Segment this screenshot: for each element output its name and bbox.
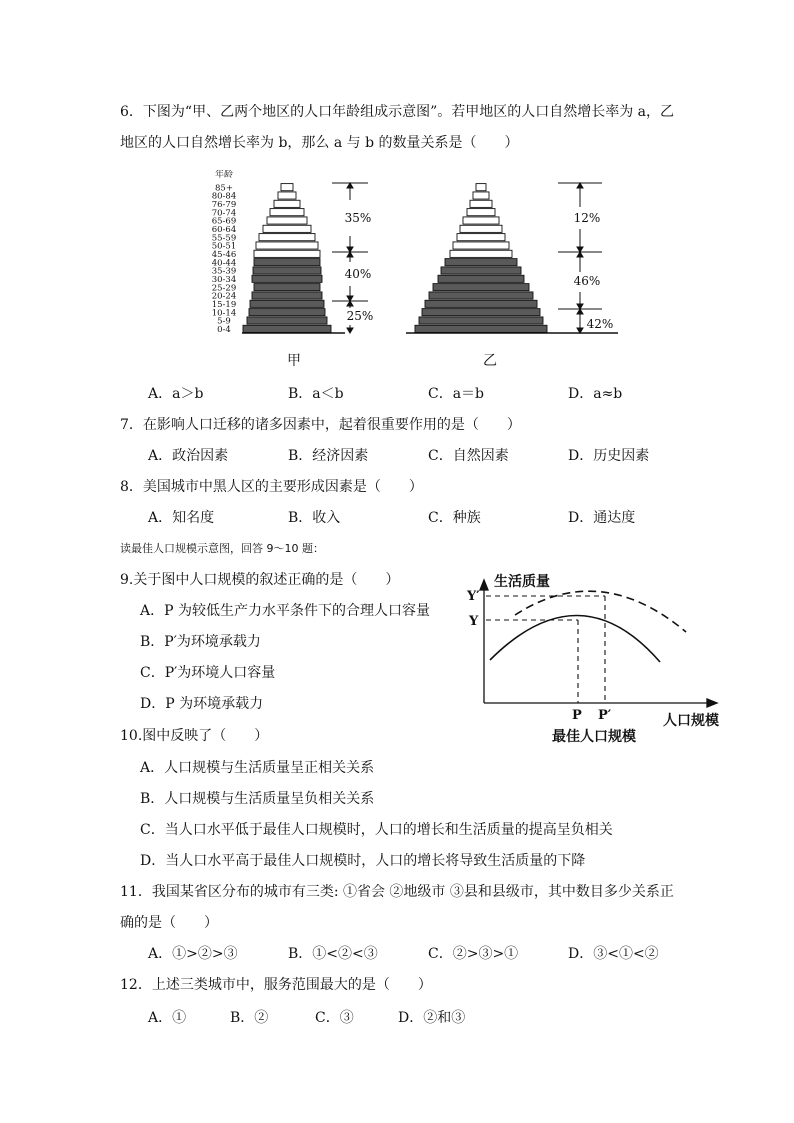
q7-option-d[interactable]: D．历史因素 [568,448,650,464]
age-label: 76-79 [211,200,237,210]
jia-age-bar [252,275,322,282]
age-label: 55-59 [211,233,237,244]
jia-age-bar [254,284,320,291]
jia-age-bar [270,209,304,216]
jia-pct-bot: 25% [346,309,374,323]
graph-caption: 最佳人口规模 [552,729,636,745]
q12-options [0,1008,794,1028]
age-label: 50-51 [211,241,237,252]
age-label: 45-46 [211,250,237,260]
q10-stem: 10.图中反映了（ ） [120,728,269,744]
q8-option-a[interactable]: A．知名度 [148,510,215,526]
q6-options [0,384,794,404]
yi-age-bar [476,184,486,191]
age-label: 15-19 [211,300,237,310]
q8-option-d[interactable]: D．通达度 [568,510,636,526]
yi-age-bar [438,275,524,282]
age-label: 0-4 [217,325,231,335]
age-label: 35-39 [211,266,237,277]
optimal-population-graph [460,565,740,750]
q8-options [0,508,794,528]
q6-option-d[interactable]: D．a≈b [568,386,623,402]
yi-age-bar [460,225,502,232]
yi-age-bar [463,217,499,224]
yi-caption: 乙 [483,353,497,369]
q11-stem-line2: 确的是（ ） [120,915,218,931]
age-label: 65-69 [211,216,237,227]
jia-age-bar [254,250,320,257]
q9-option-a[interactable]: A．P 为较低生产力水平条件下的合理人口容量 [140,603,430,619]
q10-option-b[interactable]: B．人口规模与生活质量呈负相关关系 [140,791,375,807]
q9-option-b[interactable]: B．P′为环境承载力 [140,634,261,650]
jia-age-bar [254,259,320,266]
q11-options [0,944,794,964]
jia-age-bar [252,292,322,299]
jia-age-bar [247,317,327,324]
q7-option-c[interactable]: C．自然因素 [428,448,509,464]
yi-age-bar [453,242,509,249]
age-label: 70-74 [211,208,237,219]
q8-option-c[interactable]: C．种族 [428,510,481,526]
q10-option-a[interactable]: A．人口规模与生活质量呈正相关关系 [140,760,375,776]
jia-caption: 甲 [287,353,301,369]
jia-age-bar [267,217,307,224]
age-label: 10-14 [211,308,237,319]
graph-axes [480,580,717,707]
q6-stem-line2: 地区的人口自然增长率为 b，那么 a 与 b 的数量关系是（ ） [120,135,519,151]
jia-age-bar [259,234,315,241]
yi-age-bar [450,250,512,257]
yi-age-bar [422,309,540,316]
age-label: 80-84 [211,191,237,202]
q8-option-b[interactable]: B．收入 [288,510,341,526]
pyramid-jia [243,184,331,333]
age-label: 85+ [215,183,233,194]
yi-pct-top: 12% [573,211,601,225]
jia-age-bar [249,309,325,316]
intro-9-10: 读最佳人口规模示意图，回答 9～10 题： [120,542,324,555]
jia-age-bar [263,225,311,232]
q9-stem: 9.关于图中人口规模的叙述正确的是（ ） [120,572,400,588]
q6-option-b[interactable]: B．a＜b [288,386,344,402]
label-Yp: Y′ [467,589,480,604]
jia-age-bar [256,242,318,249]
q11-stem-line1: 11．我国某省区分布的城市有三类: ①省会 ②地级市 ③县和县级市，其中数目多少关系正 [120,884,674,900]
yi-age-bar [445,259,517,266]
yi-age-bar [457,234,505,241]
q6-option-c[interactable]: C．a＝b [428,386,485,402]
q8-stem: 8．美国城市中黑人区的主要形成因素是（ ） [120,479,423,495]
q7-stem: 7．在影响人口迁移的诸多因素中，起着很重要作用的是（ ） [120,417,521,433]
jia-age-bar [250,300,324,307]
q7-option-a[interactable]: A．政治因素 [148,448,229,464]
yi-pct-bot: 42% [586,317,614,331]
q12-option-a[interactable]: A．① [148,1010,187,1026]
age-label: 30-34 [211,275,237,285]
q7-options [0,446,794,466]
yi-age-bar [429,292,533,299]
q9-option-c[interactable]: C．P′为环境人口容量 [140,665,276,681]
q12-option-b[interactable]: B．② [230,1010,269,1026]
age-label: 25-29 [211,283,237,294]
jia-pct-mid: 40% [344,267,372,281]
age-label: 20-24 [211,291,237,302]
yi-age-bar [425,300,537,307]
yi-age-bar [470,200,492,207]
q11-option-a[interactable]: A．①>②>③ [148,946,238,962]
q11-option-c[interactable]: C．②>③>① [428,946,519,962]
q12-option-d[interactable]: D．②和③ [398,1010,466,1026]
yi-age-bar [441,267,521,274]
population-pyramids-figure [205,170,635,370]
jia-pct-top: 35% [344,211,372,225]
label-P: P [572,708,582,723]
yi-age-bar [433,284,529,291]
yi-brackets [558,183,602,333]
yi-age-bar [419,317,543,324]
age-label: 40-44 [211,258,237,269]
yi-age-bar [467,209,495,216]
q7-option-b[interactable]: B．经济因素 [288,448,369,464]
q6-option-a[interactable]: A．a＞b [148,386,204,402]
pyramid-yi [415,184,547,333]
q12-stem: 12．上述三类城市中，服务范围最大的是（ ） [120,977,432,993]
guide-lines [486,596,605,703]
quality-curve-dashed [515,591,686,632]
q12-option-c[interactable]: C．③ [315,1010,354,1026]
jia-age-bar [243,325,331,332]
jia-age-bar [274,200,300,207]
jia-age-bar [278,192,296,199]
age-label: 5-9 [217,316,231,327]
yi-age-bar [415,325,547,332]
yi-age-bar [473,192,489,199]
q6-stem-line1: 6．下图为“甲、乙两个地区的人口年龄组成示意图”。若甲地区的人口自然增长率为 a，乙 [120,104,675,120]
age-label: 60-64 [211,225,237,235]
q10-option-d[interactable]: D．当人口水平高于最佳人口规模时，人口的增长将导致生活质量的下降 [140,853,586,869]
age-labels [212,170,237,335]
q11-option-d[interactable]: D．③<①<② [568,946,659,962]
yi-pct-mid: 46% [573,274,601,288]
q9-option-d[interactable]: D．P 为环境承载力 [140,696,264,712]
jia-age-bar [253,267,321,274]
label-Y: Y [469,614,479,629]
jia-age-bar [281,184,293,191]
q10-option-c[interactable]: C．当人口水平低于最佳人口规模时，人口的增长和生活质量的提高呈负相关 [140,822,613,838]
y-axis-label: 生活质量 [494,574,550,590]
x-axis-label: 人口规模 [663,713,719,729]
label-Pp: P′ [598,708,612,723]
age-heading: 年龄 [214,170,234,180]
quality-curve-solid [490,615,660,662]
q11-option-b[interactable]: B．①<②<③ [288,946,378,962]
